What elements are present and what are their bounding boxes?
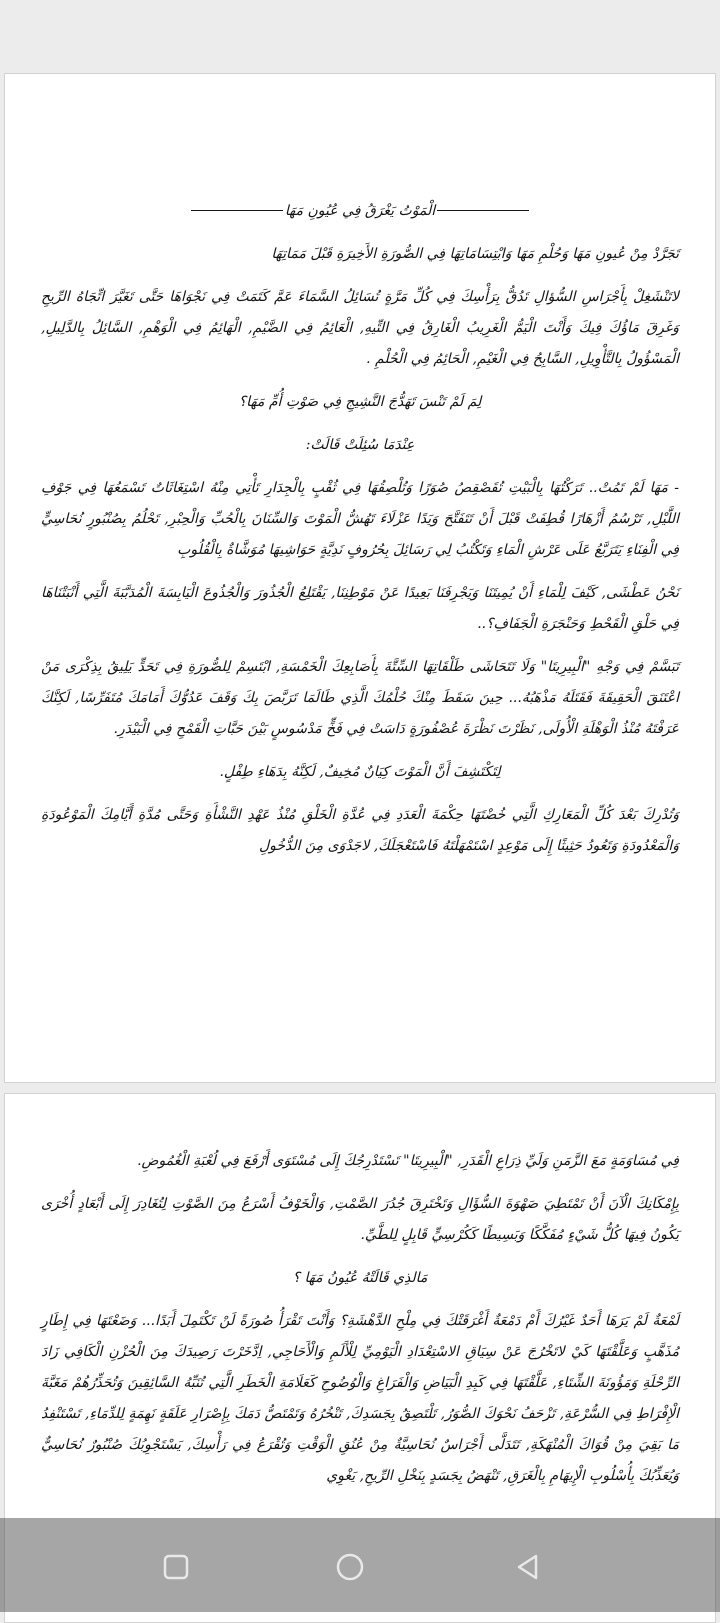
document-page-1 — [4, 73, 716, 1083]
recent-apps-button[interactable] — [158, 1549, 194, 1585]
back-button[interactable] — [510, 1549, 546, 1585]
paragraph: - مَهَا لَمْ تَمُتْ.. تَرَكْتُهَا بِالْبَيْتِ تُقَصْقِصُ صُوَرًا وَتُلْصِقُهَا فِي ثُقْبٍ بِالْجِدَارِ تَأْتِي مِنْهُ اسْتِغَاثَاتٌ تَسْمَعُهَا فِي جَوْفِ اللَّيْلِ, تَرْسُمُ أَزْهَارًا قُطِفَتْ قَبْلَ أَنْ تَتَفَتَّحَ وَيَدًا عَزْلَاءَ تَهُشُّ الْمَوْتَ وَالسِّنَانَ بِالْحُبِّ وَالْحِبْرِ, تَحْلُمُ بِصُنْبُورٍ نُحَاسِيٍّ فِي الْفِنَاءِ يَتَرَبَّعُ عَلَى عَرْشِ الْمَاءِ وَتَكْتُبُ لِي رَسَائِلَ بِحُرُوفٍ نَدِيَّةٍ حَوَاشِيهَا مُوَشَّاةٌ بِالْقُلُوبِ — [41, 480, 679, 558]
paragraph: مَالذِي قَالَتْهُ عُيُونُ مَهَا ؟ — [292, 1270, 428, 1286]
recent-apps-icon — [158, 1549, 194, 1585]
navigation-bar — [0, 1518, 720, 1612]
title-dash-right — [437, 210, 529, 211]
paragraph: فِي مُسَاوَمَةٍ مَعَ الزَّمَنِ وَلَيِّ ذِرَاعِ الْقَدَرِ, "الْبِيرِيتَا" تَسْتَدْرِجُكَ إِلَى مُسْتَوَى أَرْفَعَ فِي لُعْبَةِ الْغُمُوضِ. — [137, 1153, 679, 1169]
paragraph: لَمْعَةٌ لَمْ يَرَهَا أَحَدٌ غَيْرُكَ أَمْ دَمْعَةٌ أَغْرَقَتْكَ فِي مِلْحِ الدَّهْشَةِ؟ وَأَنْتَ تَقْرَأُ صُورَةً لَنْ تَكْتَمِلَ أَبَدًا... وَضَعْتَهَا فِي إِطَارٍ مُذَهَّبٍ وَعَلَّقْتَهَا كَيْ لاتَخْرُجَ عَنْ سِيَاقِ الاسْتِعْدَادِ الْيَوْمِيِّ لِلْأَلَمِ وَالْأَحَاجِي, اِدَّخَرْتَ رَصِيدَكَ مِنَ الْحُزْنِ الْكَافِي زَادَ الرِّحْلَةِ وَمَؤُونَةَ الشِّتَاءِ, عَلَّقْتَهَا فِي كَبِدِ الْبَيَاضِ وَالْفَرَاغِ وَالْوُضُوحِ كَعَلَامَةِ الْخَطَرِ الَّتِي تُنَبِّهُ السَّائِقِينَ وَتُحَذِّرُهُمْ مَغَبَّةَ الْإِفْرَاطِ فِي السُّرْعَةِ, تَزْحَفُ نَحْوَكَ الصُّوَرُ, تَلْتَصِقُ بِجَسَدِكَ, تَنْخُرُهُ وَتَمْتَصُّ دَمَكَ بِإِصْرَارِ عَلَقَةٍ نَهِمَةٍ لِلدِّمَاءِ, تَسْتَنْفِدُ مَا بَقِيَ مِنْ قُوَاكَ الْمُنْهَكَةِ, تَتَدَلَّى أَجْرَاسٌ نُحَاسِيَّةٌ مِنْ عُنُقِ الْوَقْتِ وَتُقْرَعُ فِي رَأْسِكَ, يَسْتَجْوِبُكَ صُنْبُورٌ نُحَاسِيٌّ وَيُعَذِّبُكَ بِأُسْلُوبِ الْإِيهَامِ بِالْغَرَقِ, تَنْهَضُ بِجَسَدٍ بِنَخْلِ الرِّيحِ, يَغْوِي — [41, 1313, 679, 1484]
document-title — [41, 196, 679, 227]
paragraph: لِمَ لَمْ تَنْسَ تَهَدُّجَ النَّشِيجِ فِي صَوْتِ أُمِّ مَهَا؟ — [238, 394, 482, 410]
paragraph: وَتُدْرِكَ بَعْدَ كُلِّ الْمَعَارِكِ الَّتِي خُضْتَهَا حِكْمَةَ الْعَدَدِ فِي عُدَّةِ الْخَلْقِ مُنْذُ عَهْدِ النَّشْأَةِ وَحَتَّى مُدَّةِ أَيَّامِكَ الْمَوْعُودَةِ وَالْمَعْدُودَةِ وَتَعُودُ حَثِيثًا إِلَى مَوْعِدٍ اسْتَمْهَلْتَهُ فَاسْتَعْجَلَكَ, لاجَدْوَى مِنَ الدُّخُولِ — [41, 807, 679, 854]
paragraph: لاتَنْشَغِلْ بِأَجْرَاسِ السُّؤالِ تَدُقُّ بِرَأْسِكَ فِي كُلِّ مَرَّةٍ تُسَائِلُ السَّمَاءَ عَمَّ كَتَمَتْ فِي نَجْوَاهَا حَتَّى تَغَيَّرَ اتِّجَاهُ الرِّيحِ وَغَرِقَ مَاؤُكَ فِيكَ وَأَنْتَ الْيَمُّ الْغَرِيبُ الْغَارِقُ فِي التِّيهِ, الْعَائِمُ فِي الضَّيْمِ, الْهَائِمُ فِي الْوَهْمِ, السَّائِلُ بِالدَّلِيلِ, الْمَسْؤُولُ بِالتَّأْوِيلِ, السَّابِحُ فِي الْغَيْمِ, الْحَائِمُ فِي الْحُلْمِ . — [41, 289, 679, 367]
paragraph: بِإِمْكَانِكَ الْآنَ أَنْ تَمْتَطِيَ صَهْوَةَ السُّؤَالِ وَتَخْتَرِقَ جُدُرَ الصَّمْتِ, وَالْخَوْفُ أَسْرَعُ مِنَ الصَّوْتِ لِتُغَادِرَ إِلَى أَبْعَادٍ أُخْرَى يَكُونُ فِيهَا كُلُّ شَيْءٍ مُفَكَّكًا وَبَسِيطًا كَكُرْسِيٍّ قَابِلٍ لِلطَّيِّ. — [41, 1196, 679, 1243]
page-1-text — [5, 196, 715, 874]
back-icon — [510, 1549, 546, 1585]
paragraph: تَبَسَّمْ فِي وَجْهِ "الْبِيرِيتَا" وَلَا تَتَحَاشَى طَلْقَاتِهَا السِّتَّةَ بِأَصَابِعِكَ الْخَمْسَةِ, ابْتَسِمْ لِلصُّورَةِ فِي تَحَدٍّ يَلِيقُ بِذِكْرَى مَنْ اعْتَنَقَ الْحَقِيقَةَ فَقَتَلَهُ مَذْهَبُهُ... حِينَ سَقَطَ مِنْكَ حُلْمُكَ الَّذِي طَالَمَا تَرَبَّصَ بِكَ وَقَفَ عَدُوُّكَ أَمَامَكَ مُتَفَرِّسًا, لَكِنَّكَ عَرَفْتَهُ مُنْذُ الْوَهْلَةِ الْأُولَى, نَظَرْتَ نَظْرَةَ عُصْفُورَةٍ دَاسَتْ فِي فَخٍّ مَدْسُوسٍ بَيْنَ حَبَّاتِ الْقَمْحِ فِي الْبَيْدَرِ. — [41, 659, 679, 737]
paragraph: عِنْدَمَا سُئِلَتْ قَالَتْ: — [305, 437, 415, 453]
page-2-text — [5, 1146, 715, 1504]
paragraph: تَجَرَّدْ مِنْ عُيونِ مَهَا وَحُلْمِ مَهَا وَابْتِسَامَاتِهَا فِي الصُّورَةِ الأَخِيرَةِ قَبْلَ مَمَاتِهَا — [271, 246, 679, 262]
paragraph: نَحْنُ عَطْشَى, كَيْفَ لِلْمَاءِ أَنْ يُمِيتَنَا وَيَجْرِفَنَا بَعِيدًا عَنْ مَوْطِنِنَا, يَقْتَلِعُ الْجُذُورَ وَالْجُذُوعَ الْيَابِسَةَ الْمُدَبَّبَةَ الَّتِي أَنْبَتْنَاهَا فِي حَلْقِ الْقَحْطِ وَحَنْجَرَةِ الْجَفَافِ؟.. — [41, 585, 679, 632]
home-icon — [332, 1549, 368, 1585]
title-text: الْمَوْتُ يَغْرَقُ فِي عُيُونِ مَهَا — [284, 203, 436, 219]
home-button[interactable] — [332, 1549, 368, 1585]
paragraph: لِتَكْتَشِفَ أَنَّ الْمَوْتَ كِيَانٌ مُخِيفٌ, لَكِنَّهُ بِدَهَاءِ طِفْلٍ. — [219, 764, 501, 780]
title-dash-left — [191, 210, 283, 211]
